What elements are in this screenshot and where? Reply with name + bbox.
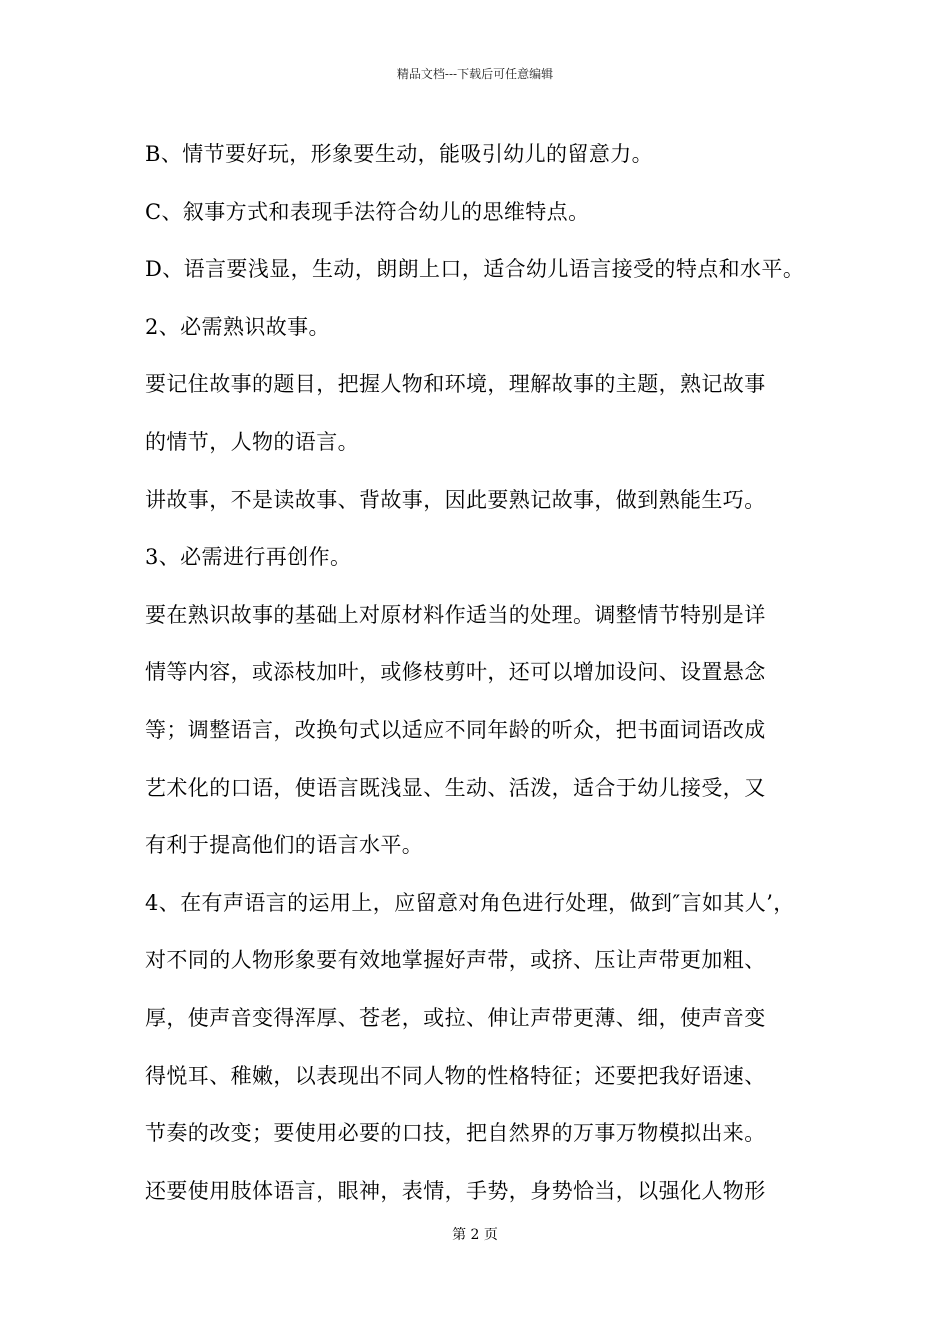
text-line: 的情节，人物的语言。 [145, 429, 359, 454]
text-line: 对不同的人物形象要有效地掌握好声带，或挤、压让声带更加粗、 [145, 948, 766, 973]
document-body [145, 133, 825, 1227]
text-line: D、语言要浅显，生动，朗朗上口，适合幼儿语言接受的特点和水平。 [145, 257, 805, 282]
text-line: C、叙事方式和表现手法符合幼儿的思维特点。 [145, 199, 590, 224]
page-number: 第 2 页 [452, 1227, 498, 1243]
text-line: 情等内容，或添枝加叶，或修枝剪叶，还可以增加设问、设置悬念 [145, 660, 766, 685]
text-line: 节奏的改变；要使用必要的口技，把自然界的万事万物模拟出来。 [145, 1121, 766, 1146]
text-line: 讲故事，不是读故事、背故事，因此要熟记故事，做到熟能生巧。 [145, 487, 766, 512]
text-line: 还要使用肢体语言，眼神，表情，手势，身势恰当，以强化人物形 [145, 1178, 766, 1203]
text-line: 艺术化的口语，使语言既浅显、生动、活泼，适合于幼儿接受，又 [145, 775, 766, 800]
text-line: B、情节要好玩，形象要生动，能吸引幼儿的留意力。 [145, 142, 654, 166]
text-line: 3、必需进行再创作。 [145, 545, 352, 570]
text-line: 要在熟识故事的基础上对原材料作适当的处理。调整情节特别是详 [145, 602, 766, 627]
text-line: 有利于提高他们的语言水平。 [145, 833, 424, 858]
text-line: 得悦耳、稚嫩，以表现出不同人物的性格特征；还要把我好语速、 [145, 1063, 766, 1088]
text-line: 厚，使声音变得浑厚、苍老，或拉、伸让声带更薄、细，使声音变 [145, 1005, 766, 1030]
text-line: 2、必需熟识故事。 [145, 314, 330, 339]
page-header: 精品文档---下载后可任意编辑 [396, 67, 554, 81]
text-line: 要记住故事的题目，把握人物和环境，理解故事的主题，熟记故事 [145, 372, 766, 397]
text-line: 4、在有声语言的运用上，应留意对角色进行处理，做到″言如其人’， [145, 890, 795, 915]
text-line: 等；调整语言，改换句式以适应不同年龄的听众，把书面词语改成 [145, 717, 766, 742]
